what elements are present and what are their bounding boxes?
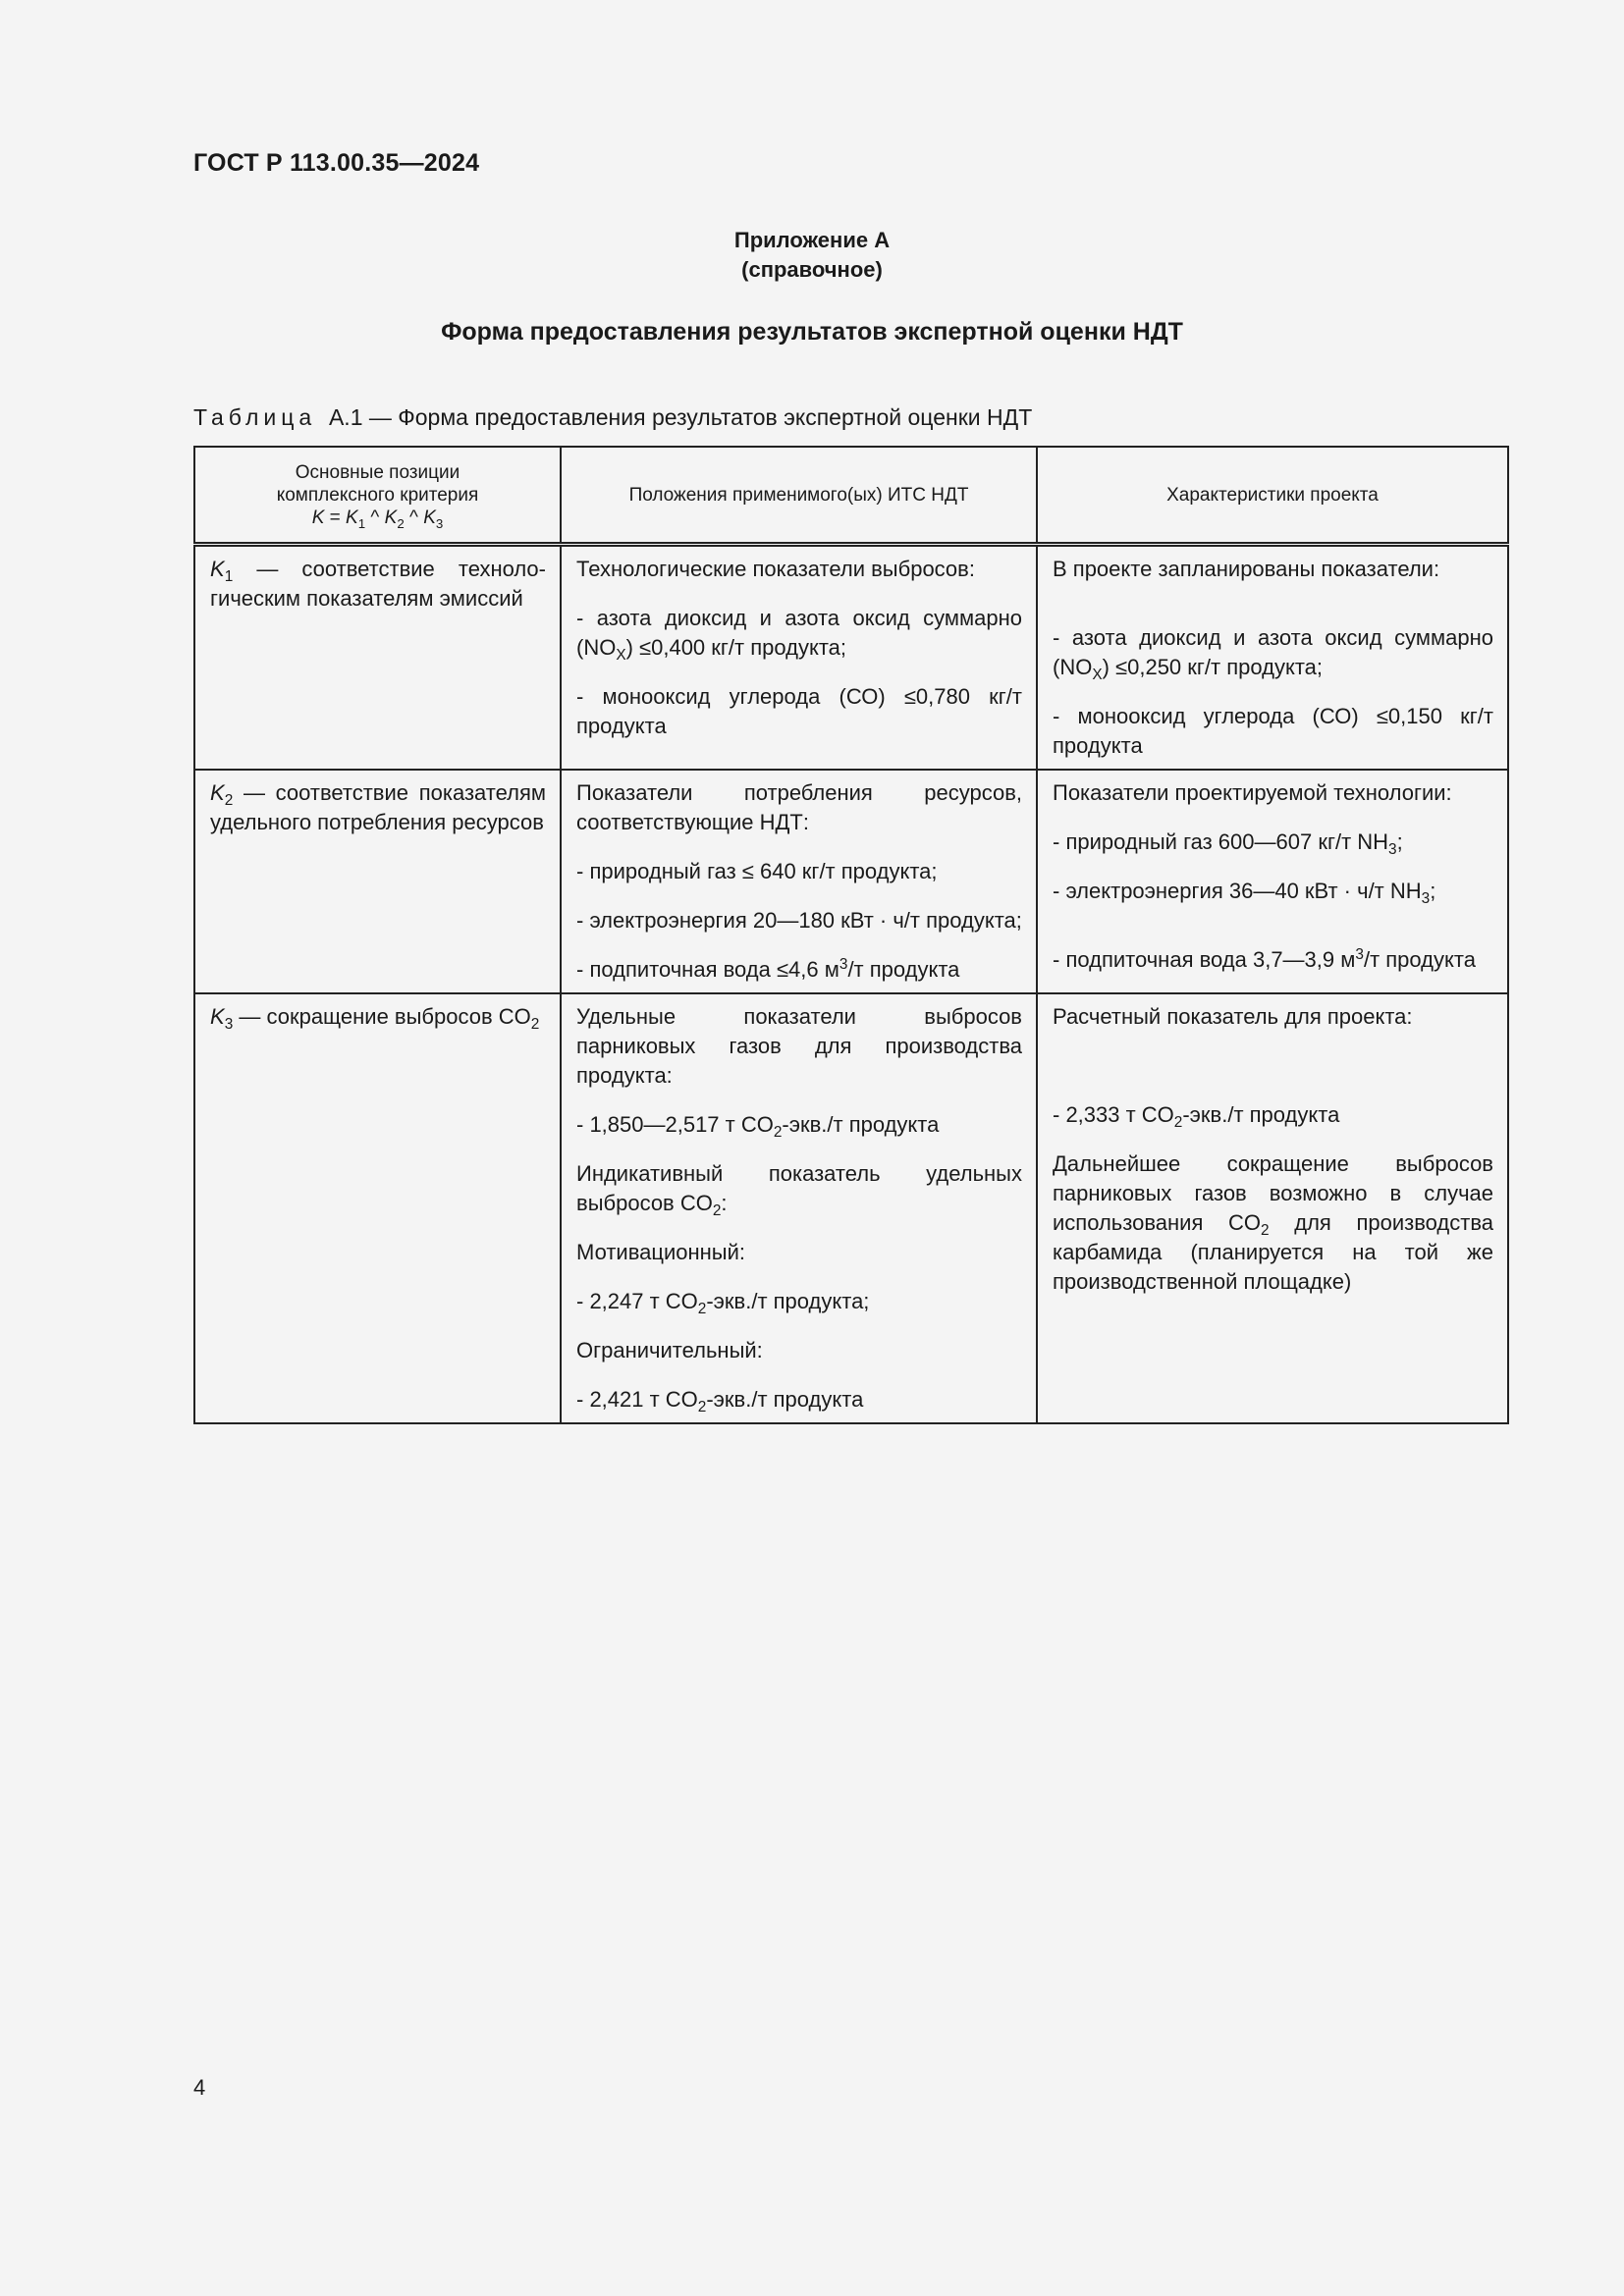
header-criterion-line2: комплексного критерия: [276, 484, 479, 506]
assessment-table: [193, 446, 1509, 1424]
its-item: Мотивационный:: [576, 1240, 746, 1264]
project-item: - монооксид углерода (СО) ≤0,150 кг/т продукта: [1053, 704, 1493, 758]
table-caption-text: А.1 — Форма предоставления результатов экспертной оценки НДТ: [328, 404, 1033, 430]
appendix-subtitle: (справочное): [741, 257, 883, 282]
project-item: - природный газ 600—607 кг/т $NH_3$;: [1053, 829, 1403, 858]
document-code: ГОСТ Р 113.00.35—2024: [193, 149, 480, 177]
its-intro: Технологические показатели выбросов:: [576, 557, 975, 581]
table-row: [194, 545, 1508, 771]
table-row: [194, 770, 1508, 993]
its-item: - электроэнергия 20—180 кВт · ч/т продукта;: [576, 908, 1022, 933]
its-item: Ограничительный:: [576, 1338, 763, 1362]
project-cell: [1037, 770, 1508, 993]
project-cell: [1037, 545, 1508, 771]
appendix-title: Приложение А: [733, 228, 891, 252]
criterion-cell: [194, 545, 561, 771]
its-item: Индикативный показатель удельных выбросов $CO_2$:: [576, 1161, 1022, 1219]
table-caption: [193, 404, 1032, 431]
its-item: - 1,850—2,517 т $CO_2-экв./т$ продукта: [576, 1112, 940, 1141]
criterion-text: $K_3$ — сокращение выбросов $CO_2$: [210, 1004, 540, 1033]
its-cell: [561, 545, 1037, 771]
project-intro: В проекте запланированы показатели:: [1053, 557, 1440, 581]
form-title: Форма предоставления результатов экспертной оценки НДТ: [441, 318, 1183, 346]
its-item: - природный газ ≤ 640 кг/т продукта;: [576, 859, 938, 883]
its-item: - азота диоксид и азота оксид суммарно $(NO_X) \le 0,400$ кг/т продукта;: [576, 606, 1022, 664]
its-item: - монооксид углерода (СО) ≤0,780 кг/т продукта: [576, 684, 1022, 738]
table-header-row: [194, 447, 1508, 545]
criterion-text: $K_1$ — соответствие технологическим показателям эмиссий: [210, 557, 546, 611]
project-item: - электроэнергия 36—40 кВт · ч/т $NH_3$;: [1053, 879, 1436, 907]
its-cell: [561, 770, 1037, 993]
project-item: Дальнейшее сокращение выбросов парниковых газов возможно в случае использования $CO_2$ для производства карбамида (планируется на той же производственной площадке): [1053, 1151, 1494, 1294]
criterion-text: $K_2$ — соответствие показателям удельного потребления ресурсов: [210, 780, 546, 834]
header-its: Положения применимого(ых) ИТС НДТ: [561, 447, 1037, 545]
table-row: [194, 993, 1508, 1423]
header-criterion: [194, 447, 561, 545]
its-cell: [561, 993, 1037, 1423]
its-item: - 2,421 т $CO_2-экв./т$ продукта: [576, 1387, 864, 1415]
its-intro: Удельные показатели выбросов парниковых газов для производства продукта:: [576, 1004, 1022, 1088]
header-criterion-formula: $K = K_1$ ^ $K_2$ ^ $K_3$: [311, 507, 444, 531]
criterion-cell: [194, 993, 561, 1423]
its-item: - подпиточная вода ≤4,6 $м^3/т$ продукта: [576, 956, 960, 982]
project-item: - азота диоксид и азота оксид суммарно $(NO_X) \le 0,250$ кг/т продукта;: [1053, 625, 1493, 683]
header-project: Характеристики проекта: [1037, 447, 1508, 545]
criterion-cell: [194, 770, 561, 993]
project-cell: [1037, 993, 1508, 1423]
header-criterion-line1: Основные позиции: [295, 461, 460, 483]
appendix-heading: [0, 226, 1624, 285]
project-intro: Расчетный показатель для проекта:: [1053, 1004, 1413, 1029]
project-intro: Показатели проектируемой технологии:: [1053, 780, 1452, 805]
project-item: - подпиточная вода 3,7—3,9 $м^3/т$ продукта: [1053, 946, 1476, 972]
table-caption-prefix: Таблица: [193, 404, 317, 430]
page-number: 4: [193, 2075, 206, 2100]
its-item: - 2,247 т $CO_2-экв./т$ продукта;: [576, 1289, 870, 1317]
its-intro: Показатели потребления ресурсов, соответствующие НДТ:: [576, 780, 1022, 834]
project-item: - 2,333 т $CO_2-экв./т$ продукта: [1053, 1102, 1340, 1131]
